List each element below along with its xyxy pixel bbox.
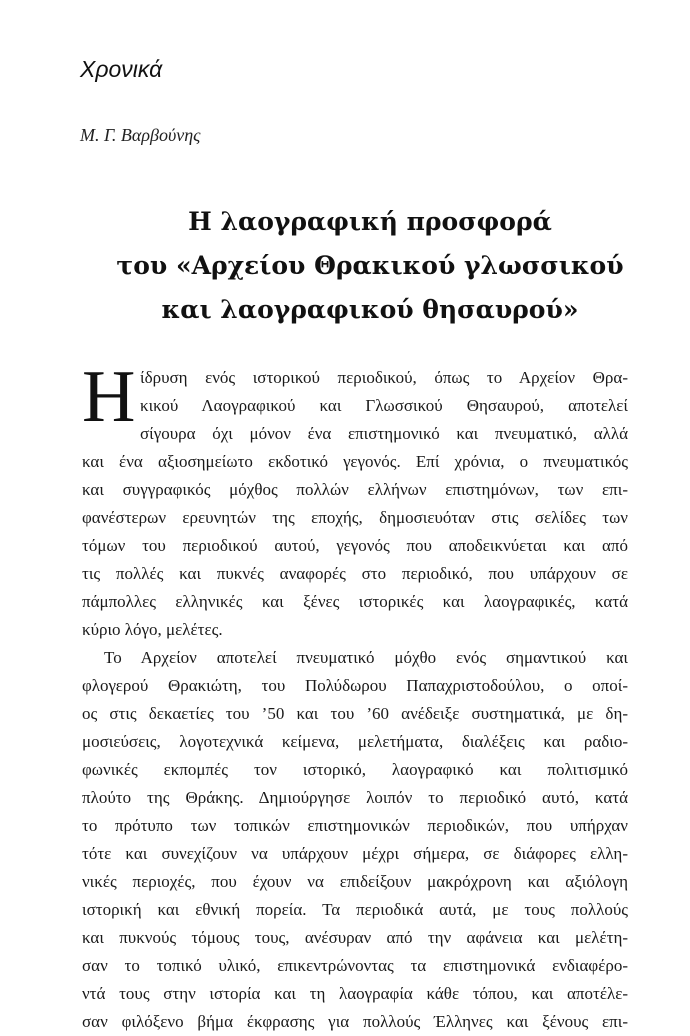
title-line: του «Αρχείου Θρακικού γλωσσικού: [116, 251, 624, 280]
text-line: σαν το τοπικό υλικό, επικεντρώνοντας τα επιστημονικά ενδιαφέρο-: [82, 956, 628, 975]
author-name: Μ. Γ. Βαρβούνης: [80, 125, 201, 145]
text-line: πλούτο της Θράκης. Δημιούργησε λοιπόν το περιοδικό αυτό, κατά: [82, 788, 628, 807]
text-line: και πυκνούς τόμους τους, ανέσυραν από την αφάνεια και μελέτη-: [82, 928, 628, 947]
text-line: τόμων του περιοδικού αυτού, γεγονός που αποδεικνύεται και από: [82, 536, 628, 555]
text-line: πάμπολλες ελληνικές και ξένες ιστορικές και λαογραφικές, κατά: [82, 592, 628, 611]
title-line: Η λαογραφική προσφορά: [188, 207, 552, 236]
article-title: [70, 200, 670, 332]
text-line: ντά τους στην ιστορία και τη λαογραφία κάθε τόπου, και αποτέλε-: [82, 984, 628, 1003]
paragraph-2: [82, 644, 628, 1036]
text-line: τις πολλές και πυκνές αναφορές στο περιοδικό, που υπάρχουν σε: [82, 564, 628, 583]
text-line: τότε και συνεχίζουν να υπάρχουν μέχρι σήμερα, σε διάφορες ελλη-: [82, 844, 628, 863]
text-line: ος στις δεκαετίες του ’50 και του ’60 ανέδειξε συστηματικά, με δη-: [82, 704, 628, 723]
text-line: φανέστερων ερευνητών της εποχής, δημοσιευόταν στις σελίδες των: [82, 508, 628, 527]
paragraph-1: [82, 364, 628, 644]
text-line: νικές περιοχές, που έχουν να επιδείξουν μακρόχρονη και αξιόλογη: [82, 872, 628, 891]
text-line: και ένα αξιοσημείωτο εκδοτικό γεγονός. Επί χρόνια, ο πνευματικός: [82, 452, 628, 471]
text-line: σαν φιλόξενο βήμα έκφρασης για πολλούς Έλληνες και ξένους επι-: [82, 1012, 628, 1031]
text-line: κύριο λόγο, μελέτες.: [82, 620, 223, 639]
text-line: κικού Λαογραφικού και Γλωσσικού Θησαυρού, αποτελεί: [140, 396, 628, 415]
text-line: Το Αρχείον αποτελεί πνευματικό μόχθο ενός σημαντικού και: [104, 648, 628, 667]
title-line: και λαογραφικού θησαυρού»: [161, 295, 579, 324]
text-line: σίγουρα όχι μόνον ένα επιστημονικό και πνευματικό, αλλά: [140, 424, 628, 443]
text-line: ίδρυση ενός ιστορικού περιοδικού, όπως το Αρχείον Θρα-: [140, 368, 628, 387]
article-body: [82, 364, 628, 1036]
text-line: και συγγραφικός μόχθος πολλών ελλήνων επιστημόνων, των επι-: [82, 480, 628, 499]
text-line: το πρότυπο των τοπικών επιστημονικών περιοδικών, που υπήρχαν: [82, 816, 628, 835]
text-line: μοσιεύσεις, λογοτεχνικά κείμενα, μελετήματα, διαλέξεις και ραδιο-: [82, 732, 628, 751]
text-line: φλογερού Θρακιώτη, του Πολύδωρου Παπαχριστοδούλου, ο οποί-: [82, 676, 628, 695]
text-line: φωνικές εκπομπές τον ιστορικό, λαογραφικό και πολιτισμικό: [82, 760, 628, 779]
section-title: Χρονικά: [80, 56, 163, 82]
text-line: ιστορική και εθνική πορεία. Τα περιοδικά αυτά, με τους πολλούς: [82, 900, 628, 919]
drop-cap: Η: [82, 356, 136, 438]
